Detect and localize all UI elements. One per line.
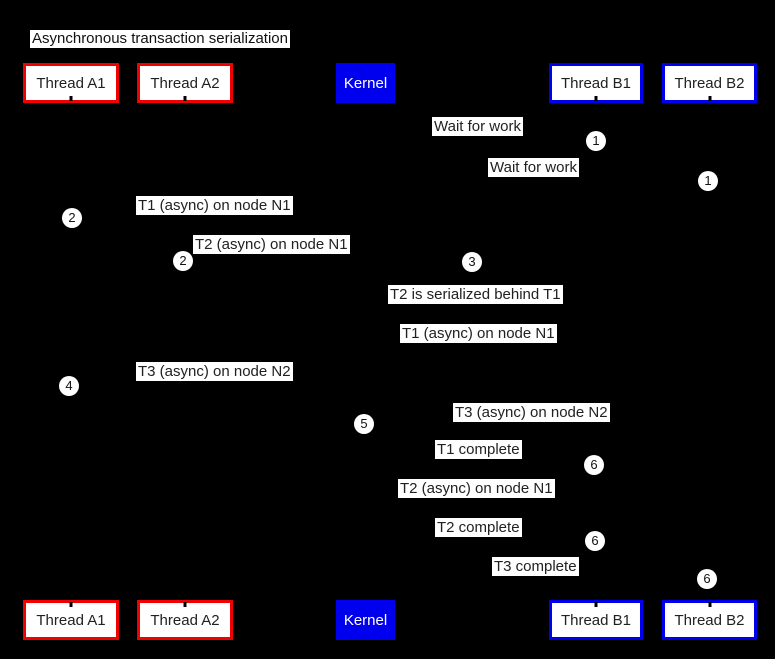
lifeline-label: Thread A2 [150,611,220,629]
lifeline-box-thread-b1-top [549,63,643,103]
lifeline-box-thread-a2-top [137,63,233,103]
message-label-t3-complete: T3 complete [494,558,577,575]
step-badge-6c: 6 [697,569,717,589]
lifeline-tick [595,96,598,101]
message-label-t1-complete: T1 complete [437,441,520,458]
message-label-t3-async-1: T3 (async) on node N2 [138,363,291,380]
message-label-t3-async-2: T3 (async) on node N2 [455,404,608,421]
message-label-t2-complete: T2 complete [437,519,520,536]
lifeline-box-thread-b2-bottom [662,600,757,640]
lifeline-tick [708,96,711,101]
lifeline-tick [70,96,73,101]
message-label-t1-async-1: T1 (async) on node N1 [138,197,291,214]
lifeline-box-thread-b2-top [662,63,757,103]
step-badge-2b: 2 [173,251,193,271]
lifeline-label: Kernel [343,74,388,92]
step-badge-5: 5 [354,414,374,434]
lifeline-label: Thread B2 [674,611,745,629]
lifeline-label: Thread A2 [150,74,220,92]
message-label-wait-for-work-1: Wait for work [434,118,521,135]
lifeline-box-thread-a2-bottom [137,600,233,640]
message-label-t2-async-1: T2 (async) on node N1 [195,236,348,253]
lifeline-tick [184,96,187,101]
lifeline-tick [708,602,711,607]
message-label-t2-serialized: T2 is serialized behind T1 [390,286,561,303]
step-badge-1b: 1 [698,171,718,191]
step-badge-6a: 6 [584,455,604,475]
lifeline-label: Kernel [343,611,388,629]
message-label-t1-async-2: T1 (async) on node N1 [402,325,555,342]
message-label-wait-for-work-2: Wait for work [490,159,577,176]
diagram-title: Asynchronous transaction serialization [32,30,288,47]
lifeline-box-thread-b1-bottom [549,600,643,640]
lifeline-label: Thread B1 [560,611,632,629]
step-badge-6b: 6 [585,531,605,551]
lifeline-tick [70,602,73,607]
lifeline-label: Thread B2 [674,74,745,92]
lifeline-tick [184,602,187,607]
lifeline-label: Thread A1 [36,74,106,92]
lifeline-tick [595,602,598,607]
lifeline-box-thread-a1-bottom [23,600,119,640]
step-badge-4: 4 [59,376,79,396]
lifeline-label: Thread A1 [36,611,106,629]
lifeline-box-kernel-top [336,63,395,103]
message-label-t2-async-2: T2 (async) on node N1 [400,480,553,497]
lifeline-label: Thread B1 [560,74,632,92]
lifeline-box-thread-a1-top [23,63,119,103]
step-badge-2a: 2 [62,208,82,228]
step-badge-1a: 1 [586,131,606,151]
step-badge-3: 3 [462,252,482,272]
lifeline-box-kernel-bottom [336,600,395,640]
